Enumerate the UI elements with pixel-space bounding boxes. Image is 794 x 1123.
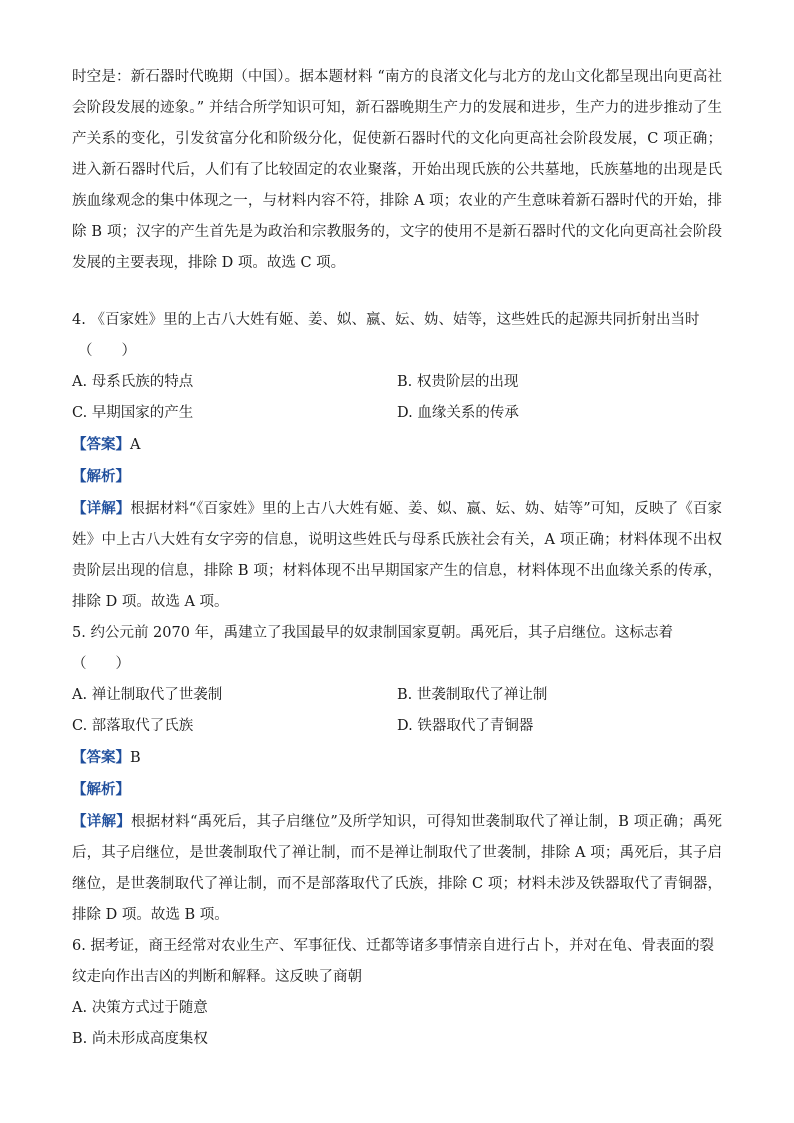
q3-analysis-text: 时空是：新石器时代晚期（中国）。据本题材料 “南方的良渚文化与北方的龙山文化都呈现出向更高社会阶段发展的迹象。” 并结合所学知识可知，新石器晚期生产力的发展和进步，生产力的进步推动了生产关系的变化，引发贫富分化和阶级分化，促使新石器时代的文化向更高社会阶段发展，C 项正确；进入新石器时代后，人们有了比较固定的农业聚落，开始出现氏族的公共墓地，氏族墓地的出现是氏族血缘观念的集中体现之一，与材料内容不符，排除 A 项；农业的产生意味着新石器时代的开始，排除 B 项；汉字的产生首先是为政治和宗教服务的，文字的使用不是新石器时代的文化向更高社会阶段发展的主要表现，排除 D 项。故选 C 项。 — [72, 69, 722, 271]
q4-option-c: C. 早期国家的产生 — [72, 405, 194, 421]
document-page — [72, 62, 722, 1055]
spacer — [72, 279, 722, 305]
q6-stem: 6. 据考证，商王经常对农业生产、军事征伐、迁都等诸多事情亲自进行占卜，并对在龟、骨表面的裂纹走向作出吉凶的判断和解释。这反映了商朝 — [72, 938, 714, 985]
q5-answer-tag: 【答案】 — [72, 749, 130, 766]
q4-blank: （ ） — [78, 343, 136, 359]
q4-analysis-heading — [72, 461, 722, 493]
q4-option-d: D. 血缘关系的传承 — [397, 405, 519, 421]
q4-analysis-tag: 【解析】 — [72, 468, 130, 485]
q5-option-c: C. 部落取代了氏族 — [72, 718, 194, 734]
q5-detail-tag: 【详解】 — [72, 813, 131, 830]
q4-detail-tag: 【详解】 — [72, 500, 131, 517]
q5-option-a: A. 禅让制取代了世袭制 — [72, 687, 223, 703]
q4-detail — [72, 493, 722, 618]
q5-answer-value: B — [130, 750, 141, 766]
q5-answer — [72, 742, 722, 774]
q5-analysis-heading — [72, 774, 722, 806]
q4-options-row-1 — [72, 367, 722, 398]
q4-detail-text: 根据材料“《百家姓》里的上古八大姓有姬、姜、姒、嬴、妘、妫、姞等”可知，反映了《百家姓》中上古八大姓有女字旁的信息，说明这些姓氏与母系氏族社会有关，A 项正确；材料体现不出权贵阶层出现的信息，排除 B 项；材料体现不出早期国家产生的信息，材料体现不出血缘关系的传承，排除 D 项。故选 A 项。 — [72, 501, 723, 610]
q4-option-b: B. 权贵阶层的出现 — [397, 374, 519, 390]
q4-answer-value: A — [130, 437, 141, 453]
q4-options-row-2 — [72, 398, 722, 429]
q4-answer — [72, 429, 722, 461]
q4-stem: 4. 《百家姓》里的上古八大姓有姬、姜、姒、嬴、妘、妫、姞等，这些姓氏的起源共同折射出当时 — [72, 312, 700, 328]
q4-option-a: A. 母系氏族的特点 — [72, 374, 194, 390]
q6-option-a: A. 决策方式过于随意 — [72, 1000, 208, 1016]
q5-detail — [72, 806, 722, 931]
q6-option-b: B. 尚未形成高度集权 — [72, 1031, 208, 1047]
q5-analysis-tag: 【解析】 — [72, 781, 130, 798]
q4-answer-tag: 【答案】 — [72, 436, 130, 453]
q5-options-row-2 — [72, 711, 722, 742]
q5-stem: 5. 约公元前 2070 年，禹建立了我国最早的奴隶制国家夏朝。禹死后，其子启继位。这标志着（ ） — [72, 625, 674, 672]
q5-options-row-1 — [72, 680, 722, 711]
q5-option-b: B. 世袭制取代了禅让制 — [397, 687, 548, 703]
q5-detail-text: 根据材料“禹死后，其子启继位”及所学知识，可得知世袭制取代了禅让制，B 项正确；禹死后，其子启继位，是世袭制取代了禅让制，而不是禅让制取代了世袭制，排除 A 项；禹死后，其子启继位，是世袭制取代了禅让制，而不是部落取代了氏族，排除 C 项；材料未涉及铁器取代了青铜器，排除 D 项。故选 B 项。 — [72, 814, 723, 923]
q5-option-d: D. 铁器取代了青铜器 — [397, 718, 534, 734]
